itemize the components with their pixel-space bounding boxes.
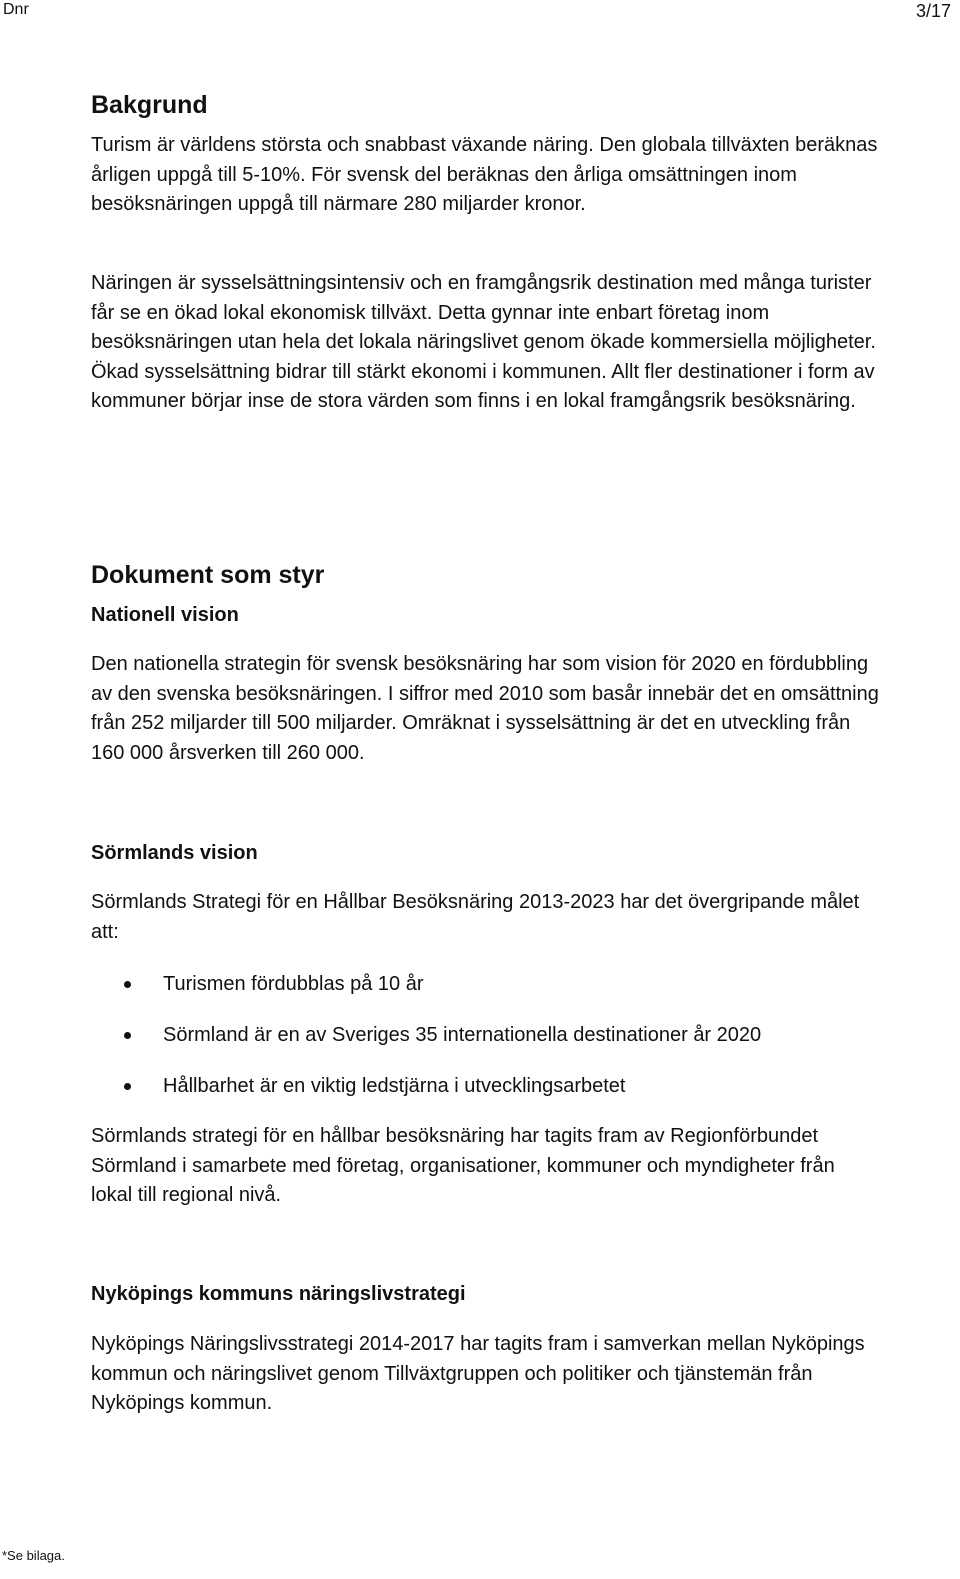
page-number: 3/17 <box>915 1 951 21</box>
list-item <box>91 1020 881 1071</box>
list-item-text: Sörmland är en av Sveriges 35 internationella destinationer år 2020 <box>163 1024 762 1046</box>
goal-list <box>91 969 881 1122</box>
paragraph-nationell-vision: Den nationella strategin för svensk besöksnäring har som vision för 2020 en fördubbling av den svenska besöksnäringen. I siffror med 2010 som basår innebär det en omsättning från 252 miljarder till 500 miljarder. Omräknat i sysselsättning är det en utveckling från 160 000 årsverken till 260 000. <box>91 653 879 764</box>
bullet-icon <box>124 1032 131 1039</box>
heading-sormlands-vision: Sörmlands vision <box>91 842 258 864</box>
document-number-label: Dnr <box>3 1 29 18</box>
heading-nykopings-naringslivstrategi: Nyköpings kommuns näringslivstrategi <box>91 1283 466 1305</box>
list-item <box>91 1071 881 1122</box>
heading-dokument-som-styr: Dokument som styr <box>91 561 325 589</box>
paragraph-nykoping: Nyköpings Näringslivsstrategi 2014-2017 har tagits fram i samverkan mellan Nyköpings kommun och näringslivet genom Tillväxtgruppen och politiker och tjänstemän från Nyköpings kommun. <box>91 1333 865 1414</box>
heading-nationell-vision: Nationell vision <box>91 604 239 626</box>
list-item-text: Turismen fördubblas på 10 år <box>163 973 424 995</box>
list-item-text: Hållbarhet är en viktig ledstjärna i utvecklingsarbetet <box>163 1075 626 1097</box>
paragraph-bakgrund-1: Turism är världens största och snabbast växande näring. Den globala tillväxten beräknas årligen uppgå till 5-10%. För svensk del beräknas den årliga omsättningen inom besöksnäringen uppgå till närmare 280 miljarder kronor. <box>91 134 878 215</box>
bullet-icon <box>124 981 131 988</box>
heading-bakgrund: Bakgrund <box>91 91 208 119</box>
paragraph-sormland-outro: Sörmlands strategi för en hållbar besöksnäring har tagits fram av Regionförbundet Sörmland i samarbete med företag, organisationer, kommuner och myndigheter från lokal till regional nivå. <box>91 1125 835 1206</box>
paragraph-sormland-intro: Sörmlands Strategi för en Hållbar Besöksnäring 2013-2023 har det övergripande målet att: <box>91 891 860 943</box>
bullet-icon <box>124 1083 131 1090</box>
list-item <box>91 969 881 1020</box>
paragraph-bakgrund-2: Näringen är sysselsättningsintensiv och en framgångsrik destination med många turister får se en ökad lokal ekonomisk tillväxt. Detta gynnar inte enbart företag inom besöksnäringen utan hela det lokala näringslivet genom ökade kommersiella möjligheter. Ökad sysselsättning bidrar till stärkt ekonomi i kommunen. Allt fler destinationer i form av kommuner börjar inse de stora värden som finns i en lokal framgångsrik besöksnäring. <box>91 272 876 412</box>
footnote: *Se bilaga. <box>2 1548 65 1563</box>
